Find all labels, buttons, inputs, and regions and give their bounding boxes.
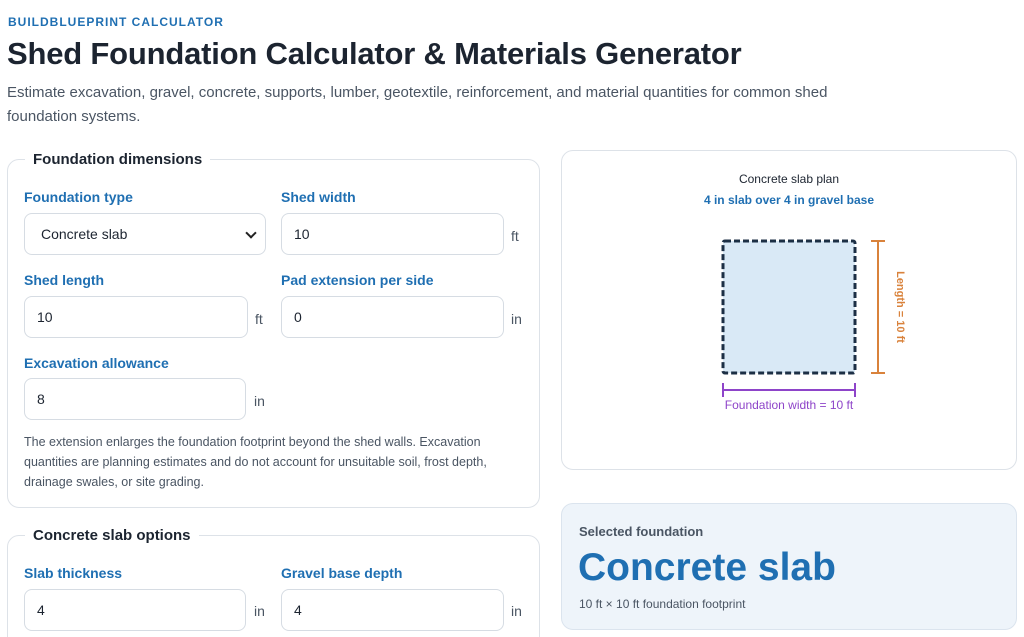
pad-extension-unit: in (511, 311, 522, 327)
foundation-type-select[interactable] (24, 213, 266, 255)
foundation-type-value: Concrete slab (41, 226, 128, 242)
gravel-depth-unit: in (511, 603, 522, 619)
shed-width-input[interactable]: 10 (281, 213, 504, 255)
length-label: Length = 10 ft (894, 271, 906, 343)
width-label: Foundation width = 10 ft (724, 398, 854, 412)
width-dimension (723, 383, 855, 397)
length-dimension (871, 241, 885, 373)
slab-options-legend: Concrete slab options (33, 527, 191, 544)
brand-label: BUILDBLUEPRINT CALCULATOR (8, 15, 224, 29)
shed-length-label: Shed length (24, 272, 105, 288)
excavation-input[interactable]: 8 (24, 378, 246, 420)
chevron-down-icon (245, 227, 256, 238)
plan-title: Concrete slab plan (738, 172, 840, 186)
plan-panel (561, 150, 1017, 470)
plan-subtitle: 4 in slab over 4 in gravel base (703, 193, 875, 207)
shed-length-unit: ft (255, 311, 263, 327)
selected-foundation-card (561, 503, 1017, 630)
slab-thickness-input[interactable]: 4 (24, 589, 246, 631)
foundation-footprint: 10 ft × 10 ft foundation footprint (579, 597, 746, 611)
page-subtitle: Estimate excavation, gravel, concrete, supports, lumber, geotextile, reinforcement, and material quantities for common shed foundation systems. (7, 84, 828, 125)
pad-extension-label: Pad extension per side (281, 272, 434, 288)
pad-extension-input[interactable]: 0 (281, 296, 504, 338)
slab-thickness-label: Slab thickness (24, 565, 123, 581)
dimensions-note: The extension enlarges the foundation footprint beyond the shed walls. Excavation quantities are planning estimates and do not account for unsuitable soil, frost depth, drainage swales, or site grading. (24, 435, 487, 489)
excavation-label: Excavation allowance (24, 355, 169, 371)
gravel-depth-label: Gravel base depth (281, 565, 403, 581)
foundation-dimensions-legend: Foundation dimensions (33, 151, 203, 168)
selected-foundation-label: Selected foundation (579, 524, 704, 539)
foundation-type-label: Foundation type (24, 189, 133, 205)
page-title: Shed Foundation Calculator & Materials Generator (7, 36, 742, 71)
slab-thickness-unit: in (254, 603, 265, 619)
shed-length-input[interactable]: 10 (24, 296, 248, 338)
slab-rectangle (723, 241, 855, 373)
shed-width-unit: ft (511, 228, 519, 244)
shed-width-label: Shed width (281, 189, 356, 205)
gravel-depth-input[interactable]: 4 (281, 589, 504, 631)
selected-foundation-value: Concrete slab (578, 546, 836, 589)
slab-plan-diagram (562, 151, 1018, 471)
excavation-unit: in (254, 393, 265, 409)
